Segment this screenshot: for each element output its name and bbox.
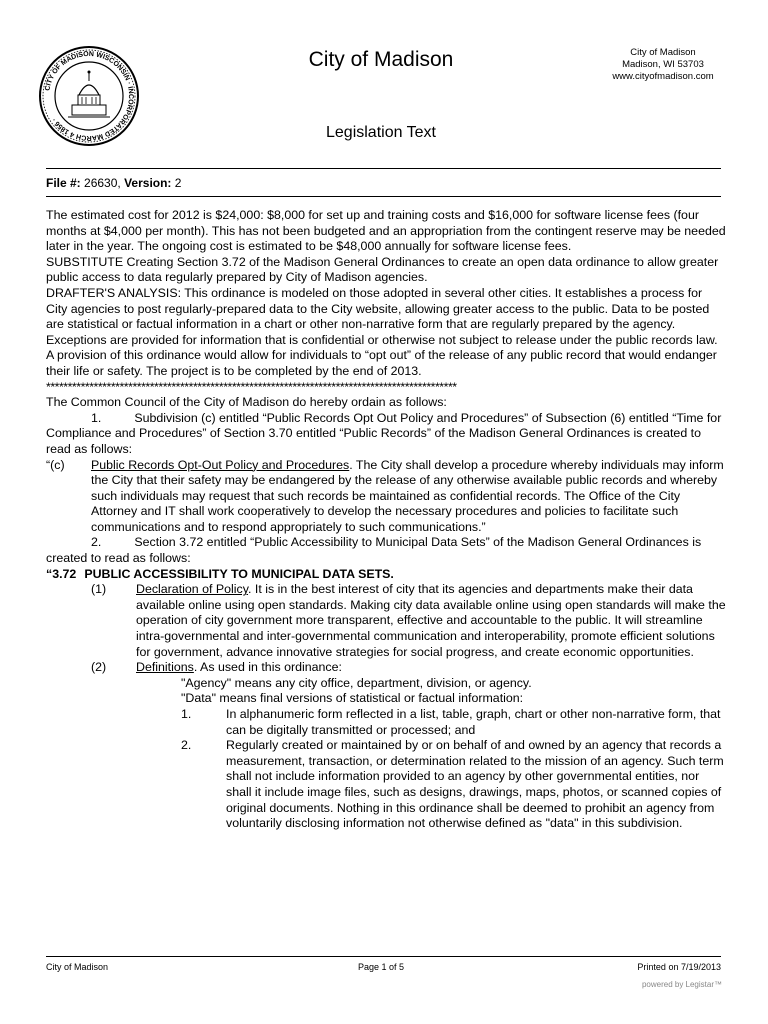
subsection-1 xyxy=(46,582,726,660)
heading-number: 3.72 xyxy=(52,566,77,581)
section-1-number: 1. xyxy=(91,410,102,425)
section-2-text: Section 3.72 entitled “Public Accessibility to Municipal Data Sets” of the Madison General Ordinances is created to read as follows: xyxy=(46,535,702,566)
address-line: City of Madison xyxy=(630,47,696,58)
version-label: Version: xyxy=(124,176,172,190)
document-subtitle: Legislation Text xyxy=(326,124,436,141)
subsection-1-number: (1) xyxy=(91,582,107,597)
section-2 xyxy=(46,535,726,566)
divider xyxy=(46,168,721,169)
svg-text:CITY OF MADISON WISCONSIN · IN: CITY OF MADISON WISCONSIN · INCORPORATED MARCH 4 1856 · xyxy=(44,50,135,142)
section-heading xyxy=(46,567,726,583)
list-item xyxy=(46,707,726,738)
heading-quote: “ xyxy=(46,566,53,581)
subdivision-c-label: “(c) xyxy=(46,457,65,472)
subsection-2-title: Definitions xyxy=(136,660,194,675)
separator-stars: *********************************************************************************************** xyxy=(46,379,457,394)
list-item-text: Regularly created or maintained by or on behalf of and owned by an agency that records a measurement, transaction, or determination related to the mission of an agency. Such term shall not include information provided to an agency by other governmental entities, nor shall it include image files, such as designs, drawings, maps, photos, or scanned copies of original documents. Nothing in this ordinance shall be deemed to prohibit an agency from voluntarily disclosing information not otherwise defined as "data" in this subdivision. xyxy=(226,738,724,831)
list-item-text: In alphanumeric form reflected in a list, table, graph, chart or other non-narrative form, that can be digitally transmitted or processed; and xyxy=(226,707,721,737)
legislation-body xyxy=(46,208,726,832)
city-seal-logo xyxy=(38,45,140,147)
website-link[interactable]: www.cityofmadison.com xyxy=(612,71,714,82)
list-item-number: 1. xyxy=(181,707,192,721)
subdivision-c xyxy=(46,458,726,536)
substitute-title: SUBSTITUTE Creating Section 3.72 of the Madison General Ordinances to create an open data ordinance to allow greater public access to data regularly prepared by City of Madison agencies. xyxy=(46,254,719,285)
city-address xyxy=(598,47,728,83)
subdivision-c-title: Public Records Opt-Out Policy and Procedures xyxy=(91,457,350,472)
list-item xyxy=(46,738,726,832)
heading-title: PUBLIC ACCESSIBILITY TO MUNICIPAL DATA SETS. xyxy=(84,566,394,581)
enacting-clause: The Common Council of the City of Madison do hereby ordain as follows: xyxy=(46,395,447,410)
footer-divider xyxy=(46,956,721,957)
file-label: File #: xyxy=(46,176,81,190)
subsection-2 xyxy=(46,660,726,676)
footer-city: City of Madison xyxy=(46,962,109,972)
section-1-text: Subdivision (c) entitled “Public Records Opt Out Policy and Procedures” of Subsection (6) entitled “Time for Compliance and Procedures” of Section 3.70 entitled “Public Records” of the Madison General Ordinances is created to read as follows: xyxy=(46,410,722,456)
subsection-2-text: . As used in this ordinance: xyxy=(193,660,342,675)
section-1 xyxy=(46,411,726,458)
version-number: 2 xyxy=(174,176,182,190)
fiscal-note: The estimated cost for 2012 is $24,000: $8,000 for set up and training costs and $16,000 for software license fees (four months at $4,000 per month). This has not been budgeted and an appropriation from the contingent reserve may be needed later in the year. The ongoing cost is estimated to be $48,000 annually for software license fees. xyxy=(46,208,726,254)
subsection-1-title: Declaration of Policy xyxy=(136,582,249,597)
subsection-1-text: . It is in the best interest of city that its agencies and departments make their data available online using open standards. Making city data available online using open standards will make the operation of city government more transparent, effective and accountable to the public. It will streamline intra-governmental and inter-governmental communication and interoperability, promote efficient solutions for government, advance innovative strategies for social progress, and create economic opportunities. xyxy=(136,582,726,659)
page-title: City of Madison xyxy=(308,48,454,71)
address-line: Madison, WI 53703 xyxy=(622,59,704,70)
section-2-number: 2. xyxy=(91,535,102,550)
file-info xyxy=(46,176,181,190)
definition-agency: "Agency" means any city office, department, division, or agency. xyxy=(181,675,532,690)
subdivision-c-text: . The City shall develop a procedure whereby individuals may inform the City that their safety may be endangered by the release of any otherwise available public records and whereby such individuals may request that such records be maintained as confidential records. The Office of the City Attorney and IT shall work cooperatively to develop the necessary procedures and policies to facilitate such communications and to respond appropriately to such communications.” xyxy=(91,457,724,534)
page-number: Page 1 of 5 xyxy=(358,962,405,972)
print-date: Printed on 7/19/2013 xyxy=(637,962,721,972)
divider xyxy=(46,196,721,197)
definition-data: "Data" means final versions of statistical or factual information: xyxy=(181,691,524,706)
file-number: 26630, xyxy=(84,176,121,190)
drafters-analysis: DRAFTER'S ANALYSIS: This ordinance is modeled on those adopted in several other cities. It establishes a process for City agencies to post regularly-prepared data to the City website, allowing greater access to the public. Data to be posted are statistical or factual information in a chart or other non-narrative form that are regularly prepared by the agency. Exceptions are provided for information that is confidential or otherwise not subject to release under the public records law. A provision of this ordinance would allow for individuals to “opt out” of the release of any public record that would endanger their life or safety. The project is to be completed by the end of 2013. xyxy=(46,285,718,378)
legistar-logo: powered by Legistar™ xyxy=(641,980,722,989)
list-item-number: 2. xyxy=(181,738,192,753)
subsection-2-number: (2) xyxy=(91,660,107,675)
